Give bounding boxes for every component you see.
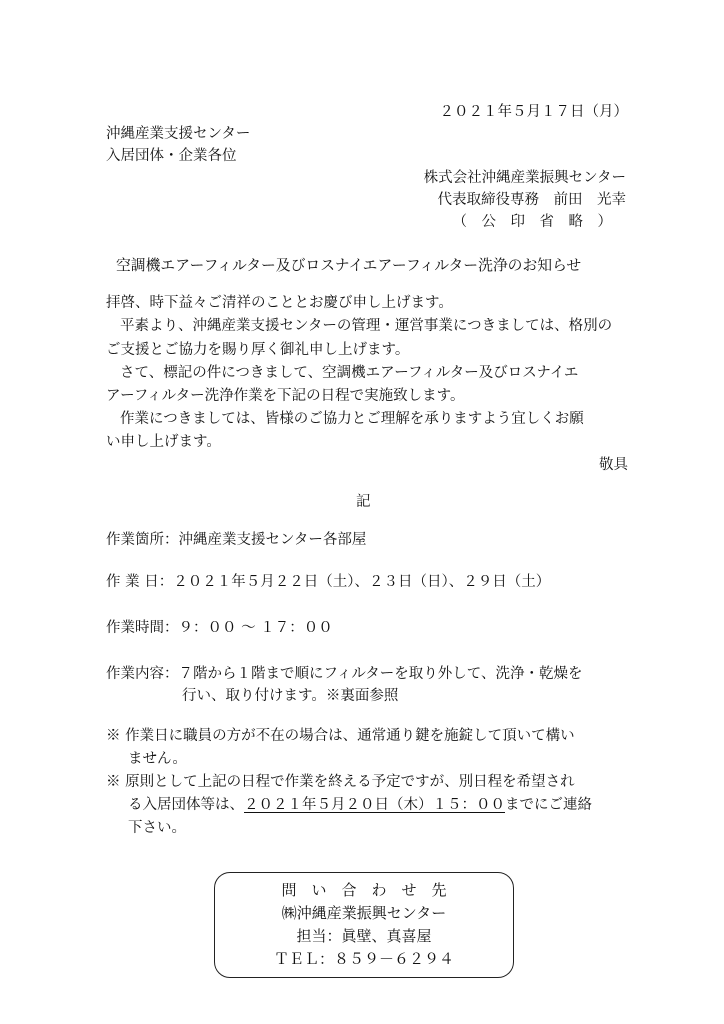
contact-company: ㈱沖縄産業振興センター: [281, 904, 447, 922]
ki-heading: 記: [356, 494, 371, 510]
note-1-line-1: ※ 作業日に職員の方が不在の場合は、通常通り鍵を施錠して頂いて構い: [106, 728, 575, 744]
paragraph-1-line-1: 平素より、沖縄産業支援センターの管理・運営事業につきましては、格別の: [120, 318, 613, 334]
work-content-line-2: 行い、取り付けます。※裏面参照: [182, 688, 399, 704]
recipient-line-1: 沖縄産業支援センター: [106, 126, 251, 142]
note-2-line-1: ※ 原則として上記の日程で作業を終える予定ですが、別日程を希望され: [106, 774, 575, 790]
paragraph-3-line-2: い申し上げます。: [106, 434, 221, 450]
work-dates: 作 業 日：２０２１年５月２２日（土）、２３日（日）、２９日（土）: [106, 574, 551, 590]
contact-box: [214, 872, 514, 978]
note-2-suffix: までにご連絡: [505, 797, 592, 813]
paragraph-1-line-2: ご支援とご協力を賜り厚く御礼申し上げます。: [106, 342, 410, 358]
sender-person: 代表取締役専務 前田 光幸: [437, 192, 626, 208]
note-2-line-2: [128, 795, 592, 815]
note-2-line-3: 下さい。: [128, 820, 186, 836]
work-content-line-1: 作業内容：７階から１階まで順にフィルターを取り外して、洗浄・乾燥を: [106, 666, 583, 682]
contact-heading: 問 い 合 わ せ 先: [281, 881, 447, 899]
reply-deadline: ２０２１年５月２０日（木）１５：００: [244, 797, 505, 813]
contact-phone: ＴＥＬ：８５９－６２９４: [273, 950, 454, 968]
sender-company: 株式会社沖縄産業振興センター: [423, 170, 626, 186]
document-date: ２０２１年５月１７日（月）: [439, 104, 628, 120]
note-1-line-2: ません。: [128, 751, 187, 767]
document-title: 空調機エアーフィルター及びロスナイエアーフィルター洗浄のお知らせ: [116, 257, 582, 274]
paragraph-2-line-2: アーフィルター洗浄作業を下記の日程で実施致します。: [106, 388, 465, 404]
seal-omitted-note: （ 公 印 省 略 ）: [452, 214, 612, 230]
closing-keigu: 敬具: [599, 457, 628, 473]
work-time: 作業時間：９：００ ～ １７：００: [106, 620, 333, 636]
recipient-line-2: 入居団体・企業各位: [106, 148, 237, 164]
paragraph-3-line-1: 作業につきましては、皆様のご協力とご理解を承りますよう宜しくお願: [120, 411, 584, 427]
note-2-prefix: る入居団体等は、: [128, 797, 244, 813]
greeting: 拝啓、時下益々ご清祥のこととお慶び申し上げます。: [106, 295, 453, 311]
paragraph-2-line-1: さて、標記の件につきまして、空調機エアーフィルター及びロスナイエ: [120, 365, 579, 381]
work-location: 作業箇所：沖縄産業支援センター各部屋: [106, 532, 367, 548]
contact-person: 担当：眞壁、真喜屋: [296, 927, 432, 945]
